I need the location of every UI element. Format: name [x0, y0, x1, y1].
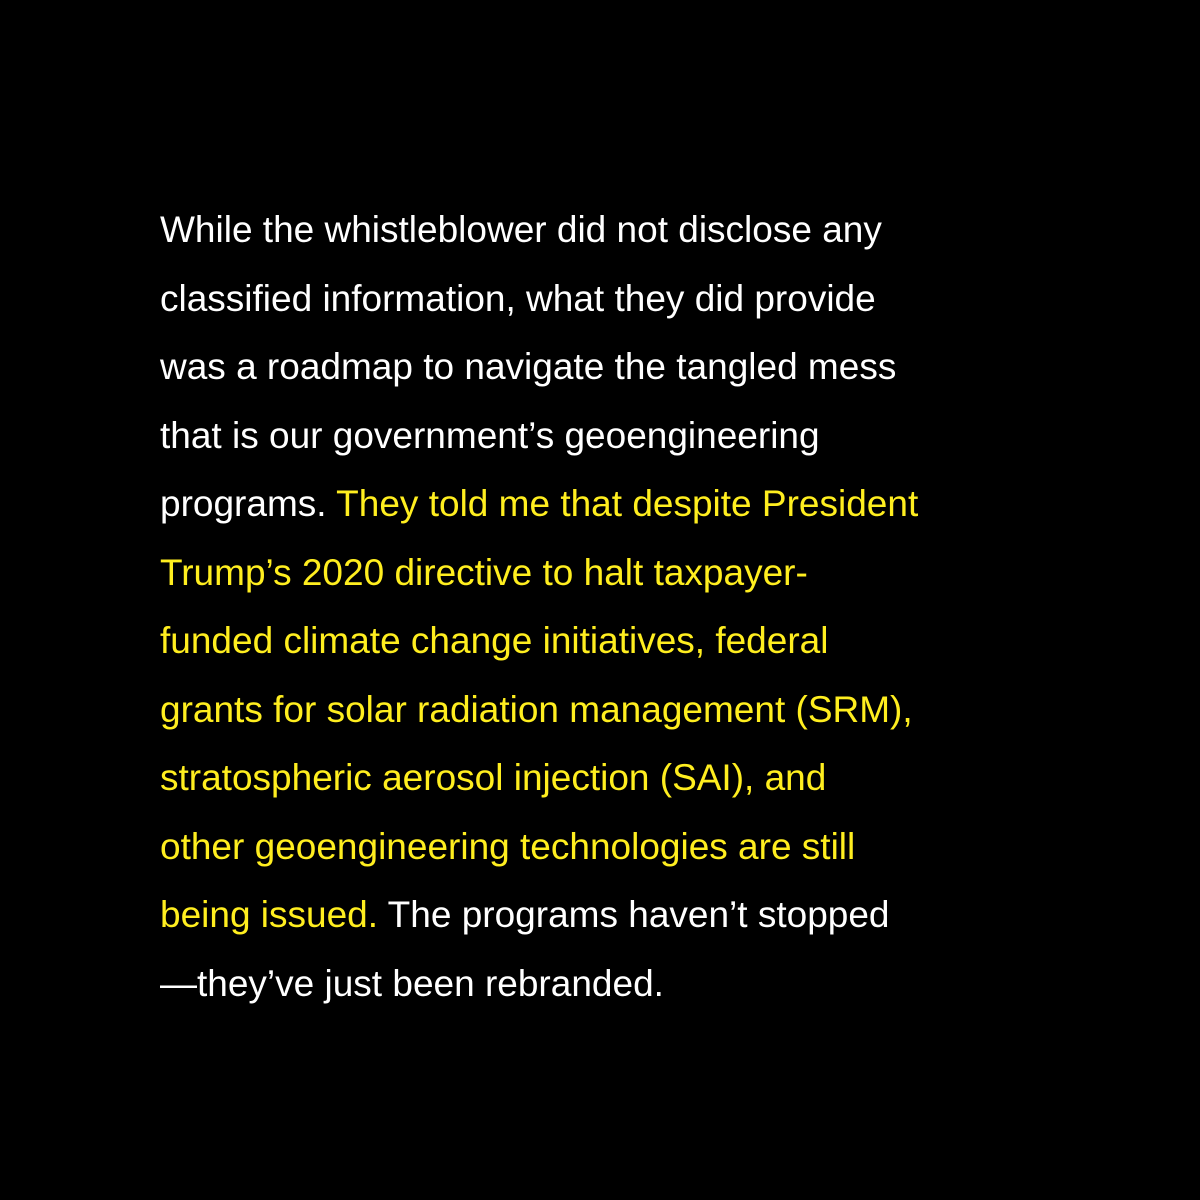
text-segment: classified information, what they did provide [160, 277, 876, 319]
text-line [160, 196, 1060, 265]
text-line [160, 470, 1060, 539]
text-line [160, 265, 1060, 334]
text-line [160, 607, 1060, 676]
highlighted-text-segment: They told me that despite President [336, 483, 919, 524]
text-segment: While the whistleblower did not disclose any [160, 209, 882, 250]
text-line [160, 744, 1060, 813]
text-segment: programs. [160, 483, 337, 524]
text-line [160, 402, 1060, 471]
text-line [160, 881, 1060, 950]
text-line [160, 950, 1060, 1019]
text-segment: The programs haven’t stopped [378, 894, 890, 935]
text-line [160, 813, 1060, 882]
text-segment: that is our government’s geoengineering [160, 414, 820, 456]
body-text [160, 196, 1060, 1018]
highlighted-text-segment: funded climate change initiatives, federal [160, 620, 829, 661]
highlighted-text-segment: grants for solar radiation management (SRM), [160, 688, 913, 730]
highlighted-text-segment: being issued. [160, 894, 379, 935]
text-segment: —they’ve just been rebranded. [160, 962, 664, 1004]
text-line [160, 333, 1060, 402]
highlighted-text-segment: Trump’s 2020 directive to halt taxpayer- [160, 551, 808, 593]
text-segment: was a roadmap to navigate the tangled mess [160, 346, 897, 387]
highlighted-text-segment: other geoengineering technologies are still [160, 825, 856, 867]
text-line [160, 539, 1060, 608]
text-line [160, 676, 1060, 745]
highlighted-text-segment: stratospheric aerosol injection (SAI), and [160, 757, 827, 798]
